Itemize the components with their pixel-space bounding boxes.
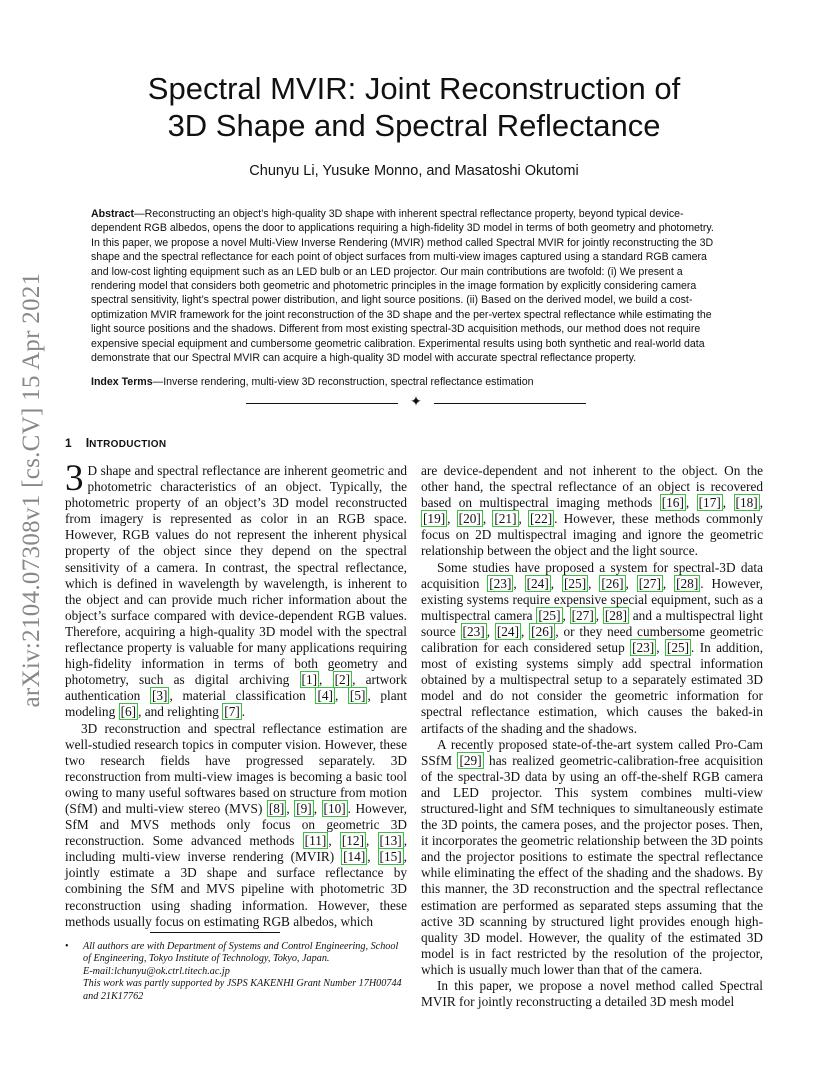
footnote xyxy=(65,941,407,1003)
citation-link[interactable]: [25] xyxy=(666,640,690,656)
paragraph: 3 D shape and spectral reflectance are inherent geometric and photometric characteristics of an object. Typically, the photometric property of an object’s 3D model reconstructed from imagery is represented as color in an RGB space. However, RGB values do not represent the inherent physical property of the object since they depend on the spectral sensitivity of a camera. In contrast, the spectral reflectance, which is defined in wavelength by wavelength, is inherent to the object and can provide much richer information about the object’s surface compared with device-dependent RGB values. Therefore, acquiring a high-quality 3D model with the spectral reflectance property is valuable for many applications requiring high-fidelity information in terms of both geometry and photometry, such as digital archiving [1] , [2] , artwork authentication [3] , material classification [4] , [5] , plant modeling [6] , and relighting [7] . xyxy=(65,458,407,720)
divider-line-left xyxy=(246,403,398,404)
footnote-bullet: • xyxy=(65,941,69,952)
citation-link[interactable]: [2] xyxy=(334,672,351,688)
citation-link[interactable]: [23] xyxy=(489,575,512,591)
divider-star-icon: ✦ xyxy=(410,394,422,410)
citation-link[interactable]: [24] xyxy=(526,575,549,591)
section-title-initial: I xyxy=(85,436,90,450)
section-divider xyxy=(246,394,586,411)
divider-line-right xyxy=(434,403,586,404)
citation-link[interactable]: [25] xyxy=(563,575,587,591)
arxiv-identifier xyxy=(2,272,62,708)
citation-link[interactable]: [5] xyxy=(349,688,366,704)
citation-link[interactable]: [27] xyxy=(638,575,661,591)
citation-link[interactable]: [16] xyxy=(661,495,684,511)
left-column xyxy=(65,458,408,930)
citation-link[interactable]: [3] xyxy=(151,688,168,704)
citation-link[interactable]: [27] xyxy=(571,607,594,623)
paragraph: Some studies have proposed a system for spectral-3D data acquisition [23] , [24] , [25] , [26] , [27] , [28] . However, existing systems require expensive special equipment, such as a multispectral camera [25] , [27] , [28] and a multispectral light source [23] , [24] , [26] , or they need cumbersome geometric calibration for each considered setup [23] , [25] . In addition, most of existing systems simply add spectral information obtained by a multispectral setup to a separately estimated 3D model and do not consider the geometric information for spectral reflectance estimation, which causes the baked-in artifacts of the shading and the shadows. xyxy=(421,559,764,736)
index-terms-text: —Inverse rendering, multi-view 3D reconstruction, spectral reflectance estimation xyxy=(152,376,534,388)
footnote-email: E-mail:lchunyu@ok.ctrl.titech.ac.jp xyxy=(83,965,230,977)
paper-title xyxy=(100,70,728,144)
citation-link[interactable]: [14] xyxy=(343,849,366,865)
citation-link[interactable]: [8] xyxy=(268,800,285,816)
citation-link[interactable]: [22] xyxy=(530,511,553,527)
citation-link[interactable]: [4] xyxy=(317,688,333,704)
paragraph: are device-dependent and not inherent to the object. On the other hand, the spectral reflectance of an object is recovered based on multispectral imaging methods [16] , [17] , [18] , [19] , [20] , [21] , [22] . However, these methods commonly focus on 2D multispectral imaging and ignore the geometric relationship between the object and the light source. xyxy=(421,463,764,559)
title-line-1: Spectral MVIR: Joint Reconstruction of xyxy=(147,71,681,106)
section-heading xyxy=(65,436,166,450)
arxiv-identifier-text: arXiv:2104.07308v1 [cs.CV] 15 Apr 2021 xyxy=(18,272,45,708)
abstract-text: —Reconstructing an object’s high-quality 3D shape with inherent spectral reflectance property, beyond typical device-dependent RGB albedos, opens the door to applications requiring a high-fidelity 3D model in terms of both geometry and photometry. In this paper, we propose a novel Multi-View Inverse Rendering (MVIR) method called Spectral MVIR for jointly reconstructing the 3D shape and the spectral reflectance for each point of object surfaces from multi-view images captured using a standard RGB camera and low-cost lighting equipment such as an LED bulb or an LED projector. Our main contributions are twofold: (i) We present a rendering model that considers both geometric and photometric principles in the image formation by explicitly considering camera spectral sensitivity, light’s spectral power distribution, and light source positions. (ii) Based on the derived model, we build a cost-optimization MVIR framework for the joint reconstruction of the 3D shape and the per-vertex spectral reflectance while estimating the light source positions and the shadows. Different from most existing spectral-3D acquisition methods, our method does not require expensive special equipment and cumbersome geometric calibration. Experimental results using both synthetic and real-world data demonstrate that our Spectral MVIR can acquire a high-quality 3D model with accurate spectral reflectance property. xyxy=(91,208,714,365)
citation-link[interactable]: [23] xyxy=(632,640,655,656)
citation-link[interactable]: [11] xyxy=(304,833,327,849)
citation-link[interactable]: [26] xyxy=(601,575,624,591)
footnote-rule xyxy=(150,932,280,933)
citation-link[interactable]: [29] xyxy=(459,752,482,768)
citation-link[interactable]: [9] xyxy=(296,800,312,816)
citation-link[interactable]: [28] xyxy=(604,607,627,623)
citation-link[interactable]: [1] xyxy=(301,672,318,688)
section-number: 1 xyxy=(65,436,72,450)
citation-link[interactable]: [6] xyxy=(120,704,137,720)
footnote-affiliation: All authors are with Department of Systems and Control Engineering, School of Engineering, Tokyo Institute of Technology, Tokyo, Japan. xyxy=(83,941,399,965)
citation-link[interactable]: [12] xyxy=(341,833,365,849)
index-terms xyxy=(91,376,721,388)
abstract-label: Abstract xyxy=(91,208,134,220)
citation-link[interactable]: [19] xyxy=(423,511,446,527)
citation-link[interactable]: [21] xyxy=(494,511,517,527)
author-list: Chunyu Li, Yusuke Monno, and Masatoshi Okutomi xyxy=(249,163,579,179)
citation-link[interactable]: [25] xyxy=(538,607,561,623)
drop-cap: 3 xyxy=(65,458,84,499)
section-title-rest: NTRODUCTION xyxy=(89,439,167,450)
citation-link[interactable]: [13] xyxy=(379,833,402,849)
citation-link[interactable]: [17] xyxy=(698,495,721,511)
title-line-2: 3D Shape and Spectral Reflectance xyxy=(167,108,661,143)
paragraph: 3D reconstruction and spectral reflectance estimation are well-studied research topics in computer vision. However, these two research fields have progressed separately. 3D reconstruction from multi-view images is becoming a basic tool owing to many useful softwares based on structure from motion (SfM) and multi-view stereo (MVS) [8] , [9] , [10] . However, SfM and MVS methods only focus on geometric 3D reconstruction. Some advanced methods [11] , [12] , [13] , including multi-view inverse rendering (MVIR) [14] , [15] , jointly estimate a 3D shape and surface reflectance by combining the SfM and MVS pipeline with photometric 3D reconstruction using shading information. However, these methods usually focus on estimating RGB albedos, which xyxy=(65,720,408,929)
right-column xyxy=(421,463,763,1010)
citation-link[interactable]: [24] xyxy=(496,623,520,639)
citation-link[interactable]: [18] xyxy=(735,495,758,511)
citation-link[interactable]: [26] xyxy=(531,623,554,639)
citation-link[interactable]: [15] xyxy=(379,849,402,865)
index-terms-label: Index Terms xyxy=(91,376,153,388)
abstract xyxy=(91,207,721,365)
paragraph: In this paper, we propose a novel method called Spectral MVIR for jointly reconstructing a detailed 3D mesh model xyxy=(421,978,763,1010)
paragraph: A recently proposed state-of-the-art system called Pro-Cam SSfM [29] has realized geometric-calibration-free acquisition of the spectral-3D data by using an off-the-shelf RGB camera and LED projector. This system combines multi-view structured-light and SfM techniques to simultaneously estimate the 3D points, the camera poses, and the projector poses. Then, it incorporates the geometric relationship between the 3D points and the projector positions to estimate the spectral reflectance while eliminating the effect of the shading and the shadows. By this manner, the 3D reconstruction and the spectral reflectance estimation are performed as separated steps assuming that the active 3D scanning by structured light provides enough high-quality 3D model. However, the quality of the estimated 3D model is in fact restricted by the resolution of the projector, which is usually much lower than that of the camera. xyxy=(421,736,763,977)
citation-link[interactable]: [20] xyxy=(458,511,481,527)
citation-link[interactable]: [23] xyxy=(462,623,485,639)
citation-link[interactable]: [7] xyxy=(224,704,240,720)
citation-link[interactable]: [28] xyxy=(676,575,699,591)
footnote-funding: This work was partly supported by JSPS KAKENHI Grant Number 17H00744 and 21K17762 xyxy=(83,978,402,1002)
citation-link[interactable]: [10] xyxy=(323,800,346,816)
